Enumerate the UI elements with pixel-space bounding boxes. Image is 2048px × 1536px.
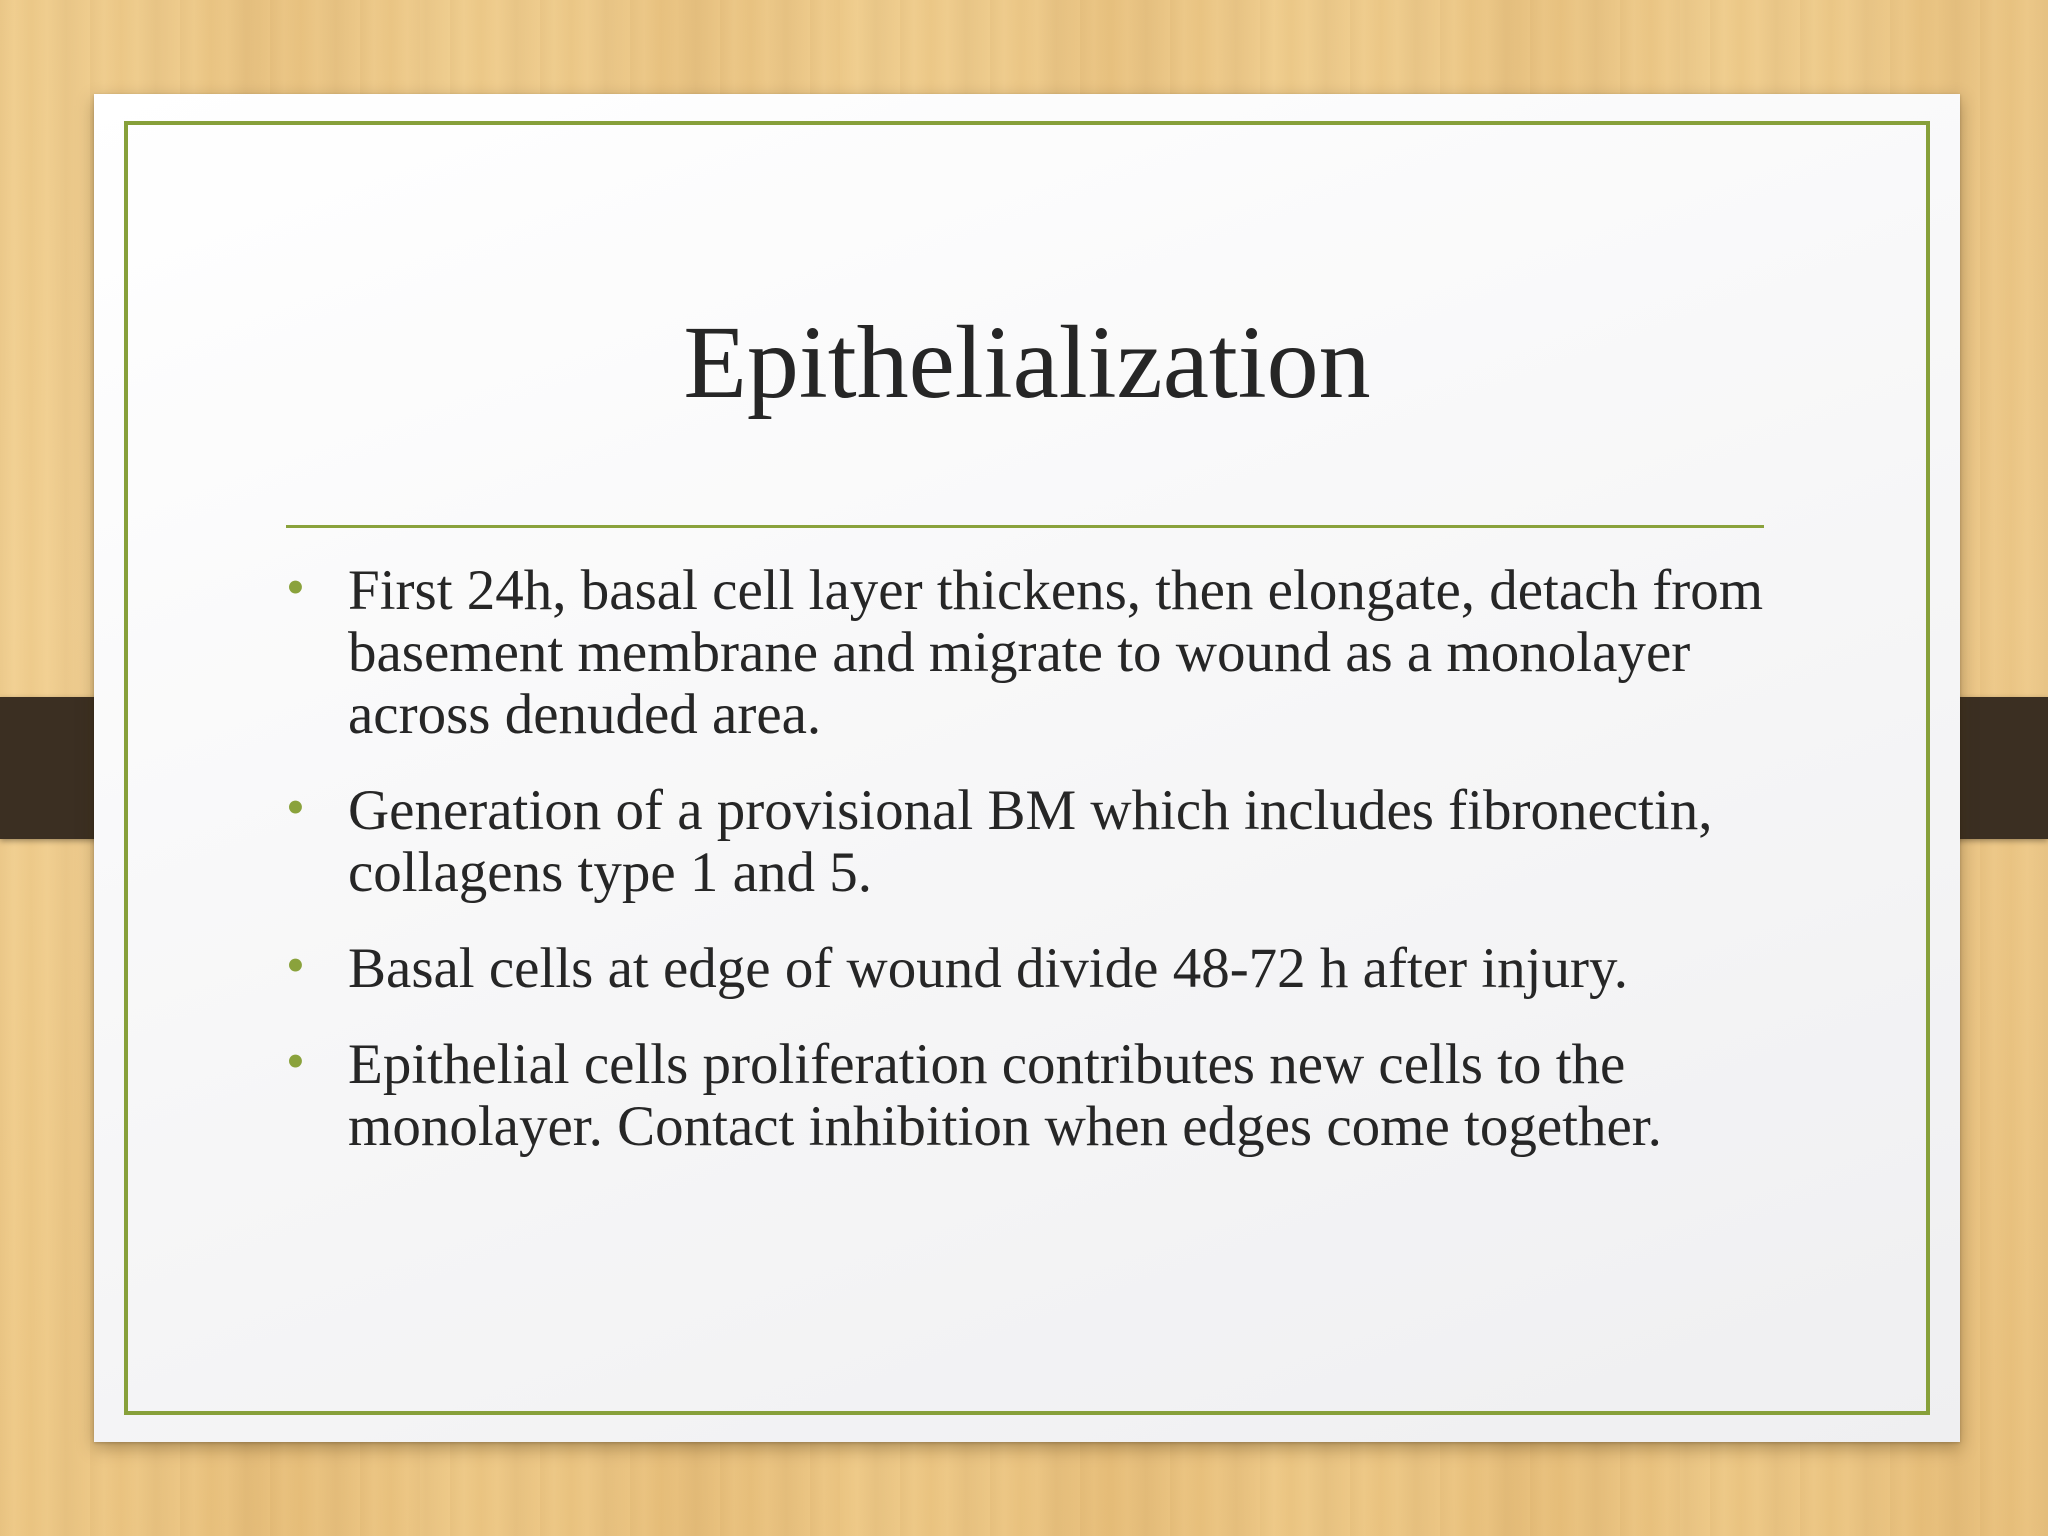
title-divider bbox=[286, 525, 1764, 528]
bullet-dot-icon: • bbox=[286, 777, 305, 837]
bullet-text: Generation of a provisional BM which includes fibronectin, collagens type 1 and 5. bbox=[348, 779, 1713, 904]
bullet-list bbox=[284, 557, 1844, 1192]
bullet-dot-icon: • bbox=[286, 557, 305, 617]
bullet-item bbox=[284, 777, 1844, 904]
bullet-item bbox=[284, 557, 1844, 746]
slide-card bbox=[94, 94, 1960, 1442]
bullet-item bbox=[284, 935, 1844, 1000]
slide-title: Epithelialization bbox=[683, 305, 1371, 420]
bullet-text: Epithelial cells proliferation contributes new cells to the monolayer. Contact inhibition when edges come together. bbox=[348, 1033, 1662, 1158]
bullet-dot-icon: • bbox=[286, 935, 305, 995]
bullet-item bbox=[284, 1031, 1844, 1158]
bullet-text: First 24h, basal cell layer thickens, then elongate, detach from basement membrane and migrate to wound as a monolayer across denuded area. bbox=[348, 559, 1764, 746]
bullet-text: Basal cells at edge of wound divide 48-72 h after injury. bbox=[348, 937, 1629, 1000]
bullet-dot-icon: • bbox=[286, 1031, 305, 1091]
